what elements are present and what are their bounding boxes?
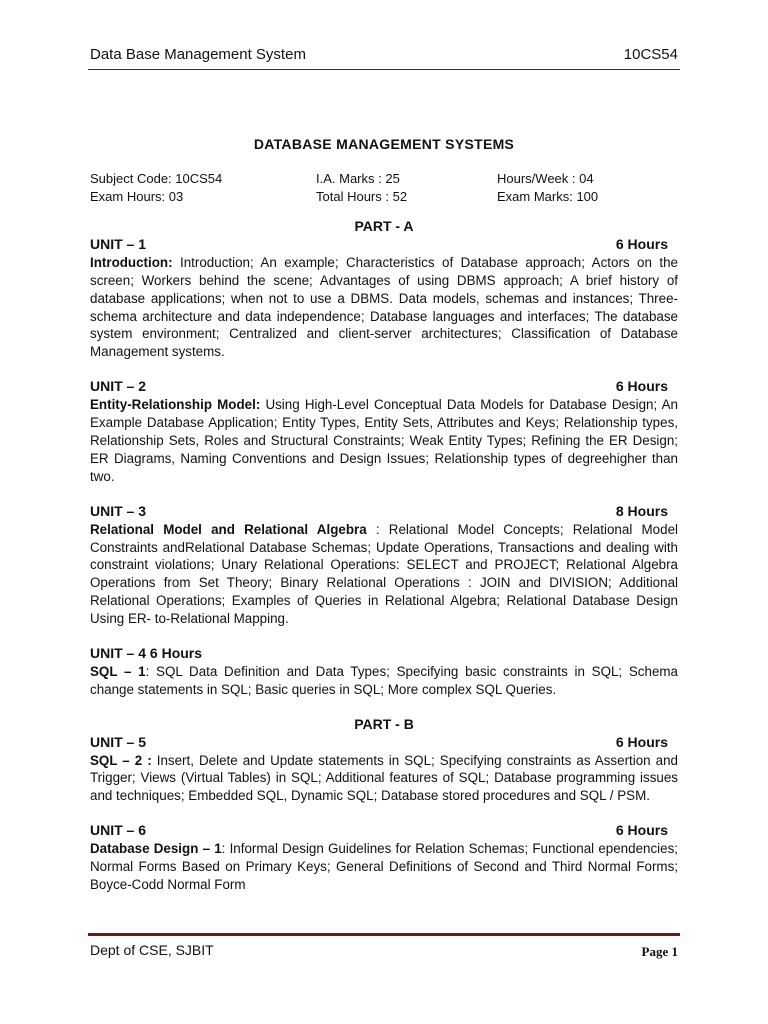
- hours-week: Hours/Week : 04: [497, 171, 594, 186]
- unit-hours: 8 Hours: [615, 502, 668, 519]
- syllabus-content: [90, 218, 678, 894]
- meta-column-2: [316, 170, 407, 206]
- footer-department: Dept of CSE, SJBIT: [90, 942, 214, 958]
- unit-label: UNIT – 6: [90, 822, 147, 839]
- unit-hours: 6 Hours: [615, 822, 668, 839]
- unit-6: [90, 822, 678, 894]
- exam-marks: Exam Marks: 100: [497, 189, 599, 204]
- unit-hours: 6 Hours: [615, 235, 668, 252]
- unit-text: : SQL Data Definition and Data Types; Specifying basic constraints in SQL; Schema change statements in SQL; Basic queries in SQL; More complex SQL Queries.: [90, 663, 678, 697]
- footer-rule: [88, 933, 680, 936]
- total-hours: Total Hours : 52: [316, 189, 408, 204]
- unit-label: UNIT – 3: [90, 502, 147, 519]
- unit-hours: 6 Hours: [615, 378, 668, 395]
- unit-text: : Relational Model Concepts; Relational Model Constraints andRelational Database Schemas; Update Operations, Transactions and dealing with constraint violations; Unary Relational Operations: SELECT and PROJECT; Relational Algebra Operations from Set Theory; Binary Relational Operations : JOIN and DIVISION; Additional Relational Operations; Examples of Queries in Relational Algebra; Relational Database Design Using ER- to-Relational Mapping.: [90, 521, 678, 627]
- part-a-heading: PART - A: [354, 218, 414, 234]
- page-header-left: Data Base Management System: [90, 46, 306, 63]
- unit-topic: Relational Model and Relational Algebra: [90, 521, 367, 537]
- ia-marks: I.A. Marks : 25: [316, 171, 400, 186]
- unit-label: UNIT – 5: [90, 733, 147, 750]
- exam-hours: Exam Hours: 03: [90, 189, 184, 204]
- unit-topic: Introduction:: [90, 254, 173, 270]
- unit-3: [90, 503, 678, 628]
- unit-text: Insert, Delete and Update statements in SQL; Specifying constraints as Assertion and Trigger; Views (Virtual Tables) in SQL; Additional features of SQL; Database programming issues and techniques; Embedded SQL, Dynamic SQL; Database stored procedures and SQL / PSM.: [90, 752, 678, 804]
- unit-hours: [668, 645, 678, 663]
- unit-topic: SQL – 2 :: [90, 752, 152, 768]
- meta-column-3: [497, 170, 598, 206]
- unit-topic: Entity-Relationship Model:: [90, 397, 261, 413]
- unit-text: : Informal Design Guidelines for Relation Schemas; Functional ependencies; Normal Forms Based on Primary Keys; General Definitions of Second and Third Normal Forms; Boyce-Codd Normal Form: [90, 841, 678, 892]
- unit-label: UNIT – 4 6 Hours: [90, 645, 203, 662]
- unit-1: [90, 236, 678, 361]
- unit-hours: 6 Hours: [615, 733, 668, 750]
- unit-2: [90, 378, 678, 485]
- unit-topic: SQL – 1: [90, 663, 146, 679]
- unit-topic: Database Design – 1: [90, 841, 222, 857]
- page-header-right: 10CS54: [623, 46, 678, 63]
- meta-column-1: [90, 170, 222, 206]
- unit-text: Introduction; An example; Characteristics of Database approach; Actors on the screen; Workers behind the scene; Advantages of using DBMS approach; A brief history of database applications; when not to use a DBMS. Data models, schemas and instances; Three-schema architecture and data independence; Database languages and interfaces; The database system environment; Centralized and client-server architectures; Classification of Database Management systems.: [90, 254, 678, 360]
- unit-4: [90, 645, 678, 699]
- part-b-heading: PART - B: [354, 715, 414, 732]
- unit-label: UNIT – 1: [90, 235, 147, 252]
- unit-label: UNIT – 2: [90, 378, 147, 395]
- document-title: DATABASE MANAGEMENT SYSTEMS: [253, 136, 515, 152]
- unit-text: Using High-Level Conceptual Data Models for Database Design; An Example Database Application; Entity Types, Entity Sets, Attributes and Keys; Relationship types, Relationship Sets, Roles and Structural Constraints; Weak Entity Types; Refining the ER Design; ER Diagrams, Naming Conventions and Design Issues; Relationship types of degreehigher than two.: [90, 397, 678, 484]
- header-rule: [88, 69, 680, 70]
- subject-code: Subject Code: 10CS54: [90, 171, 223, 186]
- unit-5: [90, 734, 678, 806]
- page-number: Page 1: [641, 944, 678, 959]
